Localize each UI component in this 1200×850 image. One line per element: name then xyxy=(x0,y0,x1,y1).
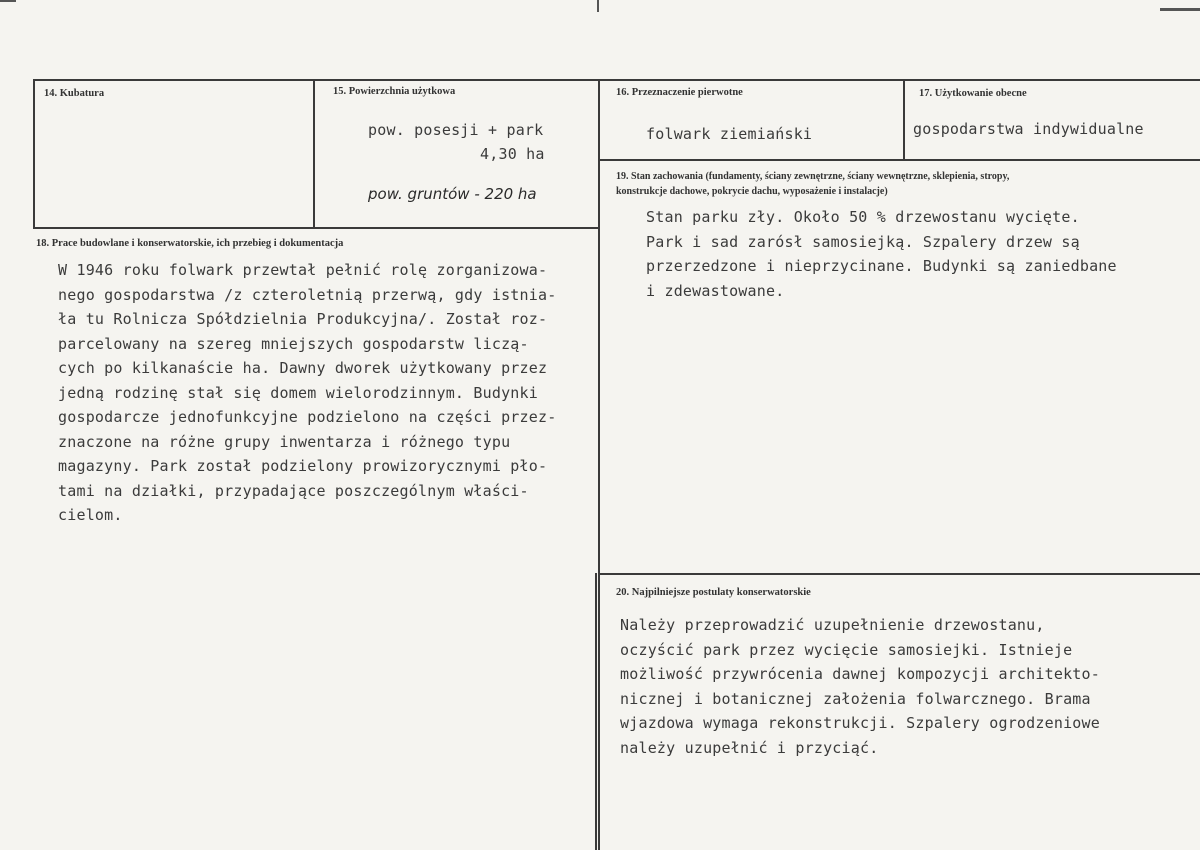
field-18-line: ła tu Rolnicza Spółdzielnia Produkcyjna/. Został roz- xyxy=(58,310,548,328)
field-20-line: należy uzupełnić i przyciąć. xyxy=(620,738,879,757)
field-15-line-1: pow. posesji + park xyxy=(368,121,544,139)
field-19-line: Stan parku zły. Około 50 % drzewostanu wycięte. xyxy=(646,208,1080,226)
field-18-line: gospodarcze jednofunkcyjne podzielono na części przez- xyxy=(58,408,557,426)
field19-bottom-rule xyxy=(598,573,1200,575)
field-20-text xyxy=(620,613,1100,760)
field-16-value: folwark ziemiański xyxy=(646,125,813,143)
field-19-line: przerzedzone i nieprzycinane. Budynki są zaniedbane xyxy=(646,257,1117,275)
field-20-label: 20. Najpilniejsze postulaty konserwatorskie xyxy=(616,587,811,598)
field-18-line: tami na działki, przypadające poszczególnym właści- xyxy=(58,481,529,500)
field-19-line: i zdewastowane. xyxy=(646,281,785,300)
field-15-handwritten-note: pow. gruntów - 220 ha xyxy=(368,185,537,203)
field-18-line: magazyny. Park został podzielony prowizorycznymi pło- xyxy=(58,457,548,475)
field-18-line: cych po kilkanaście ha. Dawny dworek użytkowany przez xyxy=(58,359,548,377)
center-divider xyxy=(598,79,600,850)
field-20-line: nicznej i botanicznej założenia folwarcznego. Brama xyxy=(620,689,1091,708)
field-19-line: Park i sad zarósł samosiejką. Szpalery drzew są xyxy=(646,232,1080,251)
field-18-line: parcelowany na szereg mniejszych gospodarstw liczą- xyxy=(58,334,529,353)
field-19-label-line-1: 19. Stan zachowania (fundamenty, ściany zewnętrzne, ściany wewnętrzne, sklepienia, stropy, xyxy=(616,171,1010,182)
top-rule xyxy=(33,79,1200,81)
field-18-label: 18. Prace budowlane i konserwatorskie, ich przebieg i dokumentacja xyxy=(36,238,344,249)
divider-16-17 xyxy=(903,79,905,160)
field-18-text xyxy=(58,258,556,528)
field-20-line: możliwość przywrócenia dawnej kompozycji architekto- xyxy=(620,665,1100,683)
field-20-line: oczyścić park przez wycięcie samosiejki. Istnieje xyxy=(620,640,1073,659)
field-15-line-2: 4,30 ha xyxy=(480,145,545,163)
field-15-label: 15. Powierzchnia użytkowa xyxy=(333,86,456,97)
field-18-line: jedną rodzinę stał się domem wielorodzinnym. Budynki xyxy=(58,383,538,402)
field-19-label-line-2: konstrukcje dachowe, pokrycie dachu, wyposażenie i instalacje) xyxy=(616,186,888,197)
divider-14-15 xyxy=(313,79,315,228)
field-16-label: 16. Przeznaczenie pierwotne xyxy=(616,87,743,98)
row1-bottom-rule-left xyxy=(33,227,600,229)
field-18-line: W 1946 roku folwark przewtał pełnić rolę zorganizowa- xyxy=(58,261,548,279)
field-18-line: znaczone na różne grupy inwentarza i różnego typu xyxy=(58,432,511,451)
field-17-label: 17. Użytkowanie obecne xyxy=(919,88,1027,99)
corner-mark-left xyxy=(0,0,16,2)
left-border xyxy=(33,79,35,228)
field-20-line: Należy przeprowadzić uzupełnienie drzewostanu, xyxy=(620,616,1045,634)
lower-divider xyxy=(595,573,597,850)
field-18-line: cielom. xyxy=(58,506,123,524)
row1-bottom-rule-right xyxy=(600,159,1200,161)
field-19-text xyxy=(646,205,1117,303)
field-14-label: 14. Kubatura xyxy=(44,88,105,99)
corner-mark-right xyxy=(1160,8,1200,11)
corner-mark-center xyxy=(597,0,599,12)
field-17-value: gospodarstwa indywidualne xyxy=(913,120,1144,138)
field-20-line: wjazdowa wymaga rekonstrukcji. Szpalery ogrodzeniowe xyxy=(620,714,1100,732)
field-18-line: nego gospodarstwa /z czteroletnią przerwą, gdy istnia- xyxy=(58,285,557,304)
